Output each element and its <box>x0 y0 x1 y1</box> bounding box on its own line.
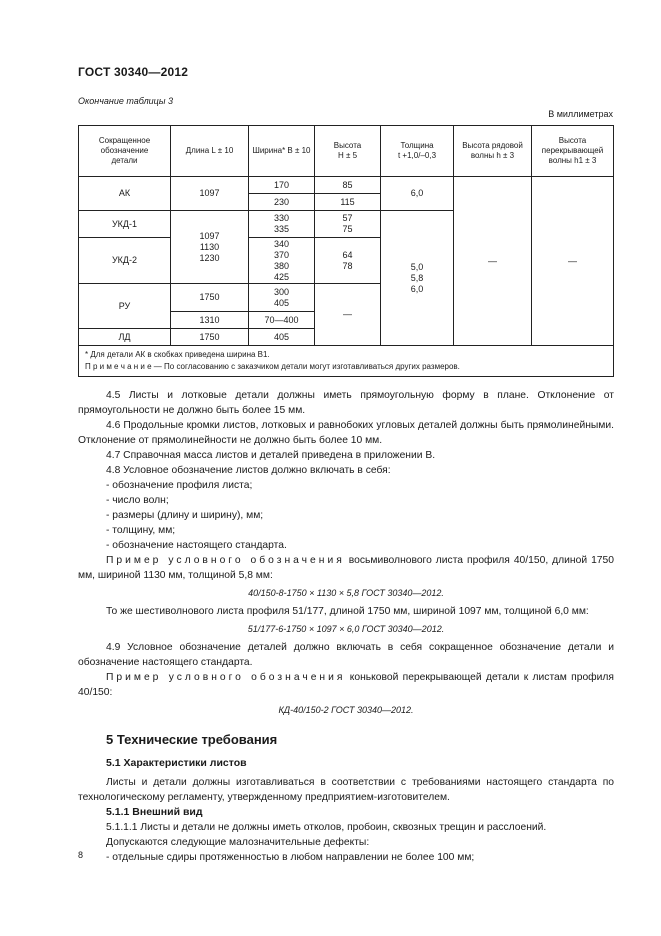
cell-ak-height-2: 115 <box>315 194 381 211</box>
cell-wave-height: — <box>454 177 532 346</box>
cell-ld-width: 405 <box>249 329 315 346</box>
paragraph-4-7: 4.7 Справочная масса листов и деталей приведена в приложении В. <box>106 450 436 461</box>
cell-ak-name: АК <box>79 177 171 211</box>
list-item: - обозначение профиля листа; <box>106 480 253 491</box>
paragraph-5-1: Листы и детали должны изготавливаться в соответствии с требованиями настоящего стандарта по технологическому регламенту, утвержденному предприятием-изготовителем. <box>78 777 614 803</box>
cell-ukd1-width: 330 335 <box>249 211 315 238</box>
paragraph-4-8: 4.8 Условное обозначение листов должно включать в себя: <box>106 465 391 476</box>
table-caption: Окончание таблицы 3 <box>78 96 173 106</box>
header-thickness: Толщина t +1,0/–0,3 <box>381 126 454 177</box>
cell-ak-width-2: 230 <box>249 194 315 211</box>
cell-ukd2-height: 64 78 <box>315 238 381 284</box>
header-designation: Сокращенное обозначение детали <box>79 126 171 177</box>
table-footnote-row <box>79 346 614 377</box>
section-5-1-heading: 5.1 Характеристики листов <box>106 757 247 769</box>
header-overlap-wave-height: Высота перекрывающей волны h1 ± 3 <box>532 126 614 177</box>
section-5-heading: 5 Технические требования <box>106 732 278 747</box>
paragraph-allowed-defects: Допускаются следующие малозначительные дефекты: <box>106 837 370 848</box>
list-item: - отдельные сдиры протяженностью в любом направлении не более 100 мм; <box>106 852 475 863</box>
dimensions-table <box>78 125 614 377</box>
example-2: То же шестиволнового листа профиля 51/177, длиной 1750 мм, шириной 1097 мм, толщиной 6,0 мм: <box>106 606 589 617</box>
cell-ru-width-2: 70—400 <box>249 312 315 329</box>
header-wave-height: Высота рядовой волны h ± 3 <box>454 126 532 177</box>
header-height: Высота H ± 5 <box>315 126 381 177</box>
list-item: - размеры (длину и ширину), мм; <box>106 510 264 521</box>
paragraph-5-1-1-1: 5.1.1.1 Листы и детали не должны иметь отколов, пробоин, сквозных трещин и расслоений. <box>106 822 547 833</box>
standard-header: ГОСТ 30340—2012 <box>78 65 189 79</box>
cell-ru-length-2: 1310 <box>171 312 249 329</box>
footnote-width: * Для детали АК в скобках приведена ширина B1. <box>85 350 270 359</box>
list-item: - толщину, мм; <box>106 525 176 536</box>
cell-ak-thickness: 6,0 <box>381 177 454 211</box>
cell-ukd2-width: 340 370 380 425 <box>249 238 315 284</box>
cell-thickness-group: 5,0 5,8 6,0 <box>381 211 454 346</box>
example-label: Пример условного обозначения <box>106 555 345 566</box>
cell-ukd1-name: УКД-1 <box>79 211 171 238</box>
page-number: 8 <box>78 850 84 860</box>
cell-ak-length: 1097 <box>171 177 249 211</box>
header-width: Ширина* B ± 10 <box>249 126 315 177</box>
header-length: Длина L ± 10 <box>171 126 249 177</box>
example-label: Пример условного обозначения <box>106 672 346 683</box>
example-3 <box>78 670 614 700</box>
cell-ru-width-1: 300 405 <box>249 284 315 312</box>
table-footnotes <box>79 346 614 377</box>
cell-ukd2-name: УКД-2 <box>79 238 171 284</box>
cell-ru-length-1: 1750 <box>171 284 249 312</box>
example-1-code: 40/150-8-1750 × 1130 × 5,8 ГОСТ 30340—2012. <box>248 588 444 598</box>
table-row <box>79 177 614 194</box>
example-text: восьмиволнового листа профиля 40/150, длиной 1750 мм, шириной 1130 мм, толщиной 5,8 мм: <box>78 555 614 581</box>
paragraph-4-5: 4.5 Листы и лотковые детали должны иметь прямоугольную форму в плане. Отклонение от прямоугольности не должно быть более 15 мм. <box>78 390 614 416</box>
list-item: - обозначение настоящего стандарта. <box>106 540 287 551</box>
paragraph-4-6: 4.6 Продольные кромки листов, лотковых и равнобоких угловых деталей должны быть прямолинейными. Отклонение от прямолинейности не должно быть более 10 мм. <box>78 420 614 446</box>
section-5-1-1-heading: 5.1.1 Внешний вид <box>106 806 203 818</box>
table-units: В миллиметрах <box>548 109 613 119</box>
paragraph-4-9: 4.9 Условное обозначение деталей должно включать в себя сокращенное обозначение детали и обозначение настоящего стандарта. <box>78 642 614 668</box>
example-1 <box>78 553 614 583</box>
footnote-note: П р и м е ч а н и е — По согласованию с заказчиком детали могут изготавливаться других размеров. <box>85 362 460 371</box>
cell-ru-height: — <box>315 284 381 346</box>
example-3-code: КД-40/150-2 ГОСТ 30340—2012. <box>278 705 414 715</box>
cell-ld-length: 1750 <box>171 329 249 346</box>
example-text: коньковой перекрывающей детали к листам профиля 40/150: <box>78 672 614 698</box>
example-2-code: 51/177-6-1750 × 1097 × 6,0 ГОСТ 30340—2012. <box>247 624 445 634</box>
cell-ak-width-1: 170 <box>249 177 315 194</box>
cell-overlap-wave-height: — <box>532 177 614 346</box>
cell-ukd1-height: 57 75 <box>315 211 381 238</box>
cell-ak-height-1: 85 <box>315 177 381 194</box>
cell-ld-name: ЛД <box>79 329 171 346</box>
main-text <box>78 388 614 865</box>
cell-ru-name: РУ <box>79 284 171 329</box>
cell-ukd-length: 1097 1130 1230 <box>171 211 249 284</box>
table-header-row <box>79 126 614 177</box>
list-item: - число волн; <box>106 495 169 506</box>
